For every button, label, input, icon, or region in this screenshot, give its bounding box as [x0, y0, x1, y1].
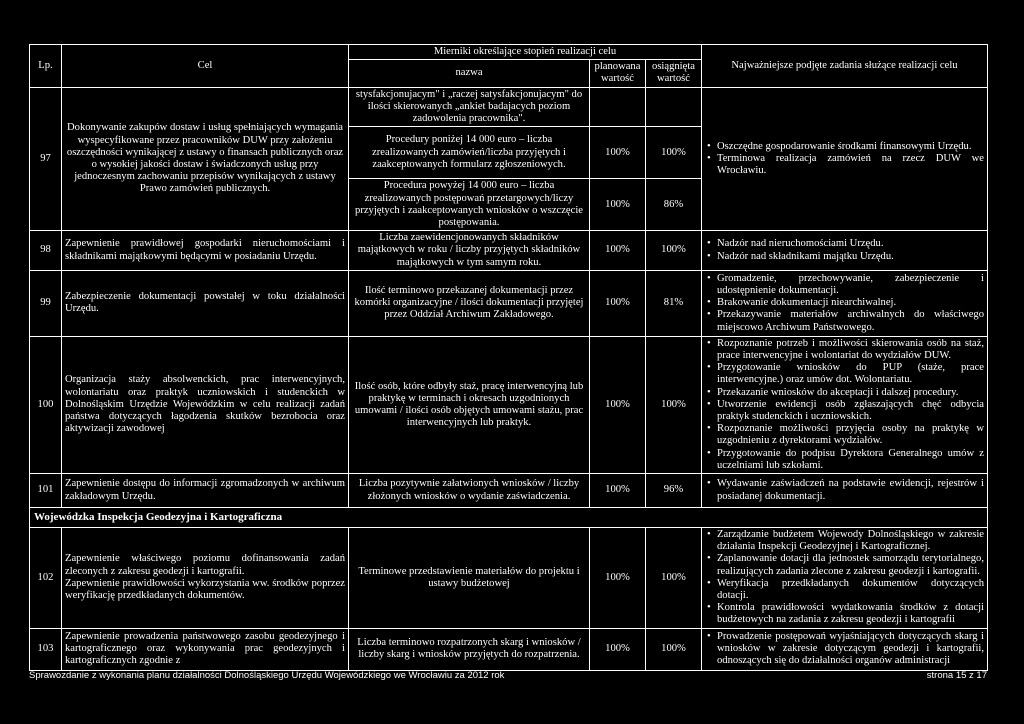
- header-lp: Lp.: [30, 45, 62, 88]
- task-item: • Wydawanie zaświadczeń na podstawie ewidencji, rejestrów i posiadanej dokumentacji.: [717, 478, 984, 502]
- cel-line: Zapewnienie właściwego poziomu dofinansowania zadań zleconych z zakresu geodezji i kartografii.: [65, 553, 345, 577]
- row-99-osiag: 81%: [646, 270, 702, 336]
- row-98-cel: Zapewnienie prawidłowej gospodarki nieruchomościami i składnikami majątkowymi będącymi w posiadaniu Urzędu.: [62, 231, 349, 271]
- row-99-cel: Zabezpieczenie dokumentacji powstałej w toku działalności Urzędu.: [62, 270, 349, 336]
- section-title: Wojewódzka Inspekcja Geodezyjna i Kartograficzna: [30, 508, 988, 528]
- row-98-miernik: Liczba zaewidencjonowanych składników majątkowych w roku / liczby przyjętych składników majątkowych w tym samym roku.: [349, 231, 590, 271]
- row-101-task-list: [705, 478, 984, 502]
- row-97-miernik-2: Procedura powyżej 14 000 euro – liczba zrealizowanych postępowań przetargowych/liczy przyjętych i zaakceptowanych wniosków o wszczęcie postępowania.: [349, 179, 590, 231]
- task-item: • Rozpoznanie możliwości przyjęcia osoby na praktykę w uzgodnieniu z dyrektorami wydziałów.: [717, 423, 984, 447]
- task-item: • Rozpoznanie potrzeb i możliwości skierowania osób na staż, prace interwencyjne i wolontariat do wydziałów DUW.: [717, 338, 984, 362]
- row-97-osiag-0: [646, 87, 702, 127]
- row-102-miernik: Terminowe przedstawienie materiałów do projektu i ustawy budżetowej: [349, 528, 590, 629]
- row-103-lp: 103: [30, 628, 62, 670]
- page-number: strona 15 z 17: [926, 670, 987, 681]
- header-mierniki: Mierniki określające stopień realizacji celu: [349, 45, 702, 60]
- row-102-cel: [62, 528, 349, 629]
- row-102-osiag: 100%: [646, 528, 702, 629]
- report-sheet: [29, 44, 987, 671]
- row-97-cel: Dokonywanie zakupów dostaw i usług spełniających wymagania wyspecyfikowane przez pracowników DUW przy założeniu oszczędności wynikającej z ustawy o finansach publicznych oraz o wysokiej jakości dostaw i świadczonych usług przy jednoczesnym zachowaniu przepisów wynikających z ustawy Prawo zamówień publicznych.: [62, 87, 349, 231]
- row-97-osiag-1: 100%: [646, 127, 702, 179]
- row-101-zadania: [702, 474, 988, 508]
- row-103-plan: 100%: [590, 628, 646, 670]
- row-103-zadania: [702, 628, 988, 670]
- row-100-task-list: [705, 338, 984, 472]
- task-item: • Nadzór nad nieruchomościami Urzędu.: [717, 238, 984, 250]
- task-item: • Terminowa realizacja zamówień na rzecz DUW we Wrocławiu.: [717, 153, 984, 177]
- task-item: • Prowadzenie postępowań wyjaśniających dotyczących skarg i wniosków w zakresie dotyczącym geodezji i kartografii, odnoszących się do działalności organów administracji: [717, 631, 984, 668]
- row-101-plan: 100%: [590, 474, 646, 508]
- row-100-lp: 100: [30, 336, 62, 473]
- header-cel: Cel: [62, 45, 349, 88]
- row-99-plan: 100%: [590, 270, 646, 336]
- task-item: • Brakowanie dokumentacji niearchiwalnej.: [717, 297, 984, 309]
- task-item: • Weryfikacja przedkładanych dokumentów dotyczących dotacji.: [717, 578, 984, 602]
- row-98-task-list: [705, 238, 984, 262]
- row-103-miernik: Liczba terminowo rozpatrzonych skarg i wniosków / liczby skarg i wniosków przyjętych do rozpatrzenia.: [349, 628, 590, 670]
- row-100-zadania: [702, 336, 988, 473]
- row-103-cel: Zapewnienie prowadzenia państwowego zasobu geodezyjnego i kartograficznego oraz wykonywania prac geodezyjnych i kartograficznych zgodnie z: [62, 628, 349, 670]
- plan-table: [29, 44, 988, 671]
- header-nazwa: nazwa: [349, 60, 590, 87]
- header-zadania: Najważniejsze podjęte zadania służące realizacji celu: [702, 45, 988, 88]
- task-item: • Kontrola prawidłowości wydatkowania środków z dotacji budżetowych na zadania z zakresu geodezji i kartografii: [717, 602, 984, 626]
- task-item: • Przygotowanie wniosków do PUP (staże, prace interwencyjne.) oraz umów dot. Wolontariatu.: [717, 362, 984, 386]
- task-item: • Utworzenie ewidencji osób zgłaszających chęć odbycia praktyk studenckich i uczniowskich.: [717, 399, 984, 423]
- task-item: • Oszczędne gospodarowanie środkami finansowymi Urzędu.: [717, 141, 984, 153]
- row-98-lp: 98: [30, 231, 62, 271]
- cel-line: Zapewnienie prawidłowości wykorzystania ww. środków poprzez weryfikację przedkładanych dokumentów.: [65, 577, 345, 602]
- task-item: • Zarządzanie budżetem Wojewody Dolnośląskiego w zakresie działania Inspekcji Geodezyjnej i Kartograficznej.: [717, 529, 984, 553]
- row-98-plan: 100%: [590, 231, 646, 271]
- task-item: • Przekazywanie materiałów archiwalnych do właściwego miejscowo Archiwum Państwowego.: [717, 309, 984, 333]
- task-item: • Przekazanie wniosków do akceptacji i dalszej procedury.: [717, 387, 984, 399]
- row-99-zadania: [702, 270, 988, 336]
- row-97-zadania: [702, 87, 988, 231]
- row-97-miernik-0: stysfakcjonujacym" i „raczej satysfakcjonujacym" do ilości skierowanych „ankiet badajacych poziom zadowolenia pracownika".: [349, 87, 590, 127]
- row-97-miernik-1: Procedury poniżej 14 000 euro – liczba zrealizowanych zamówień/liczba przyjętych i zaakceptowanych formularz zgłoszeniowych.: [349, 127, 590, 179]
- task-item: • Przygotowanie do podpisu Dyrektora Generalnego umów z uczelniami lub szkołami.: [717, 448, 984, 472]
- row-100-osiag: 100%: [646, 336, 702, 473]
- row-97-plan-1: 100%: [590, 127, 646, 179]
- row-97-lp: 97: [30, 87, 62, 231]
- row-97-plan-2: 100%: [590, 179, 646, 231]
- row-102-lp: 102: [30, 528, 62, 629]
- row-99-miernik: Ilość terminowo przekazanej dokumentacji przez komórki organizacyjne / ilości dokumentacji przyjętej przez Oddział Archiwum Zakładowego.: [349, 270, 590, 336]
- row-97-task-list: [705, 141, 984, 178]
- header-planowana: planowana wartość: [590, 60, 646, 87]
- row-101-osiag: 96%: [646, 474, 702, 508]
- row-98-osiag: 100%: [646, 231, 702, 271]
- task-item: • Gromadzenie, przechowywanie, zabezpieczenie i udostępnienie dokumentacji.: [717, 273, 984, 297]
- row-103-task-list: [705, 631, 984, 668]
- row-99-task-list: [705, 273, 984, 334]
- row-101-miernik: Liczba pozytywnie załatwionych wniosków / liczby złożonych wniosków o wydanie zaświadczenia.: [349, 474, 590, 508]
- row-102-plan: 100%: [590, 528, 646, 629]
- row-98-zadania: [702, 231, 988, 271]
- row-103-osiag: 100%: [646, 628, 702, 670]
- row-99-lp: 99: [30, 270, 62, 336]
- task-item: • Nadzór nad składnikami majątku Urzędu.: [717, 251, 984, 263]
- header-osiagnieta: osiągnięta wartość: [646, 60, 702, 87]
- row-102-zadania: [702, 528, 988, 629]
- row-97-osiag-2: 86%: [646, 179, 702, 231]
- row-102-task-list: [705, 529, 984, 627]
- page-footer: [29, 670, 987, 681]
- row-100-cel: Organizacja staży absolwenckich, prac interwencyjnych, wolontariatu oraz praktyk uczniowskich i studenckich w Dolnośląskim Urzędzie Wojewódzkim w celu realizacji zadań państwa dotyczących łagodzenia skutków bezrobocia oraz aktywizacji zawodowej: [62, 336, 349, 473]
- row-100-miernik: Ilość osób, które odbyły staż, pracę interwencyjną lub praktykę w terminach i okresach uzgodnionych umowami / ilości osób objętych umowami stażu, prac interwencyjnych lub praktyk.: [349, 336, 590, 473]
- row-97-plan-0: [590, 87, 646, 127]
- task-item: • Zaplanowanie dotacji dla jednostek samorządu terytorialnego, realizujących zadania zlecone z zakresu geodezji i kartografii.: [717, 553, 984, 577]
- footer-title: Sprawozdanie z wykonania planu działalności Dolnośląskiego Urzędu Wojewódzkiego we Wrocławiu za 2012 rok: [29, 670, 505, 681]
- row-101-lp: 101: [30, 474, 62, 508]
- row-101-cel: Zapewnienie dostępu do informacji zgromadzonych w archiwum zakładowym Urzędu.: [62, 474, 349, 508]
- row-100-plan: 100%: [590, 336, 646, 473]
